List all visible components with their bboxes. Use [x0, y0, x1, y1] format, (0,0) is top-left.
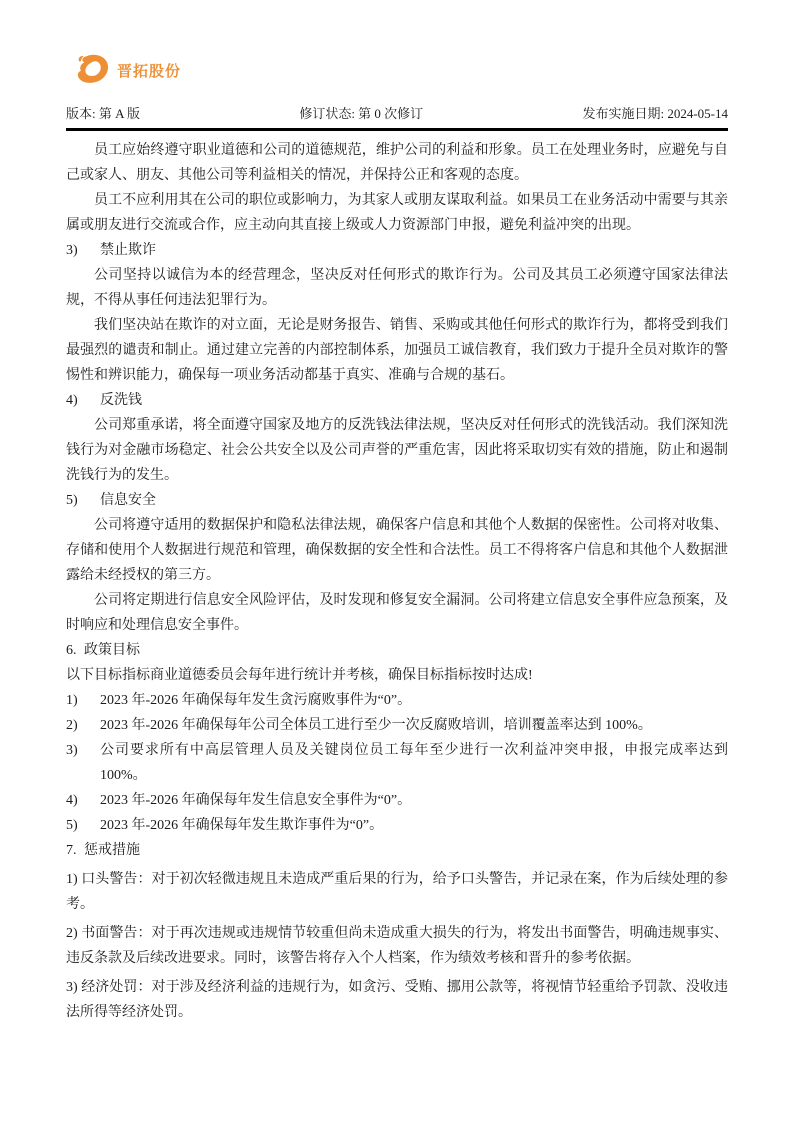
paragraph: 1) 口头警告：对于初次轻微违规且未造成严重后果的行为，给予口头警告，并记录在案，作为后续处理的参考。 — [66, 872, 728, 912]
release-date-label: 发布实施日期: 2024-05-14 — [582, 106, 728, 121]
list-item — [66, 788, 728, 813]
company-logo — [74, 50, 728, 90]
paragraph: 公司坚持以诚信为本的经营理念，坚决反对任何形式的欺诈行为。公司及其员工必须遵守国家法律法规，不得从事任何违法犯罪行为。 — [66, 268, 728, 308]
paragraph: 我们坚决站在欺诈的对立面，无论是财务报告、销售、采购或其他任何形式的欺诈行为，都将受到我们最强烈的谴责和制止。通过建立完善的内部控制体系，加强员工诚信教育，我们致力于提升全员对欺诈的警惕性和辨识能力，确保每一项业务活动都基于真实、准确与合规的基石。 — [66, 318, 728, 383]
list-item-number: 1) — [66, 693, 78, 708]
section-heading — [66, 388, 728, 413]
section-title: 信息安全 — [100, 493, 156, 508]
chapter-title: 惩戒措施 — [84, 843, 140, 858]
chapter-heading — [66, 638, 728, 663]
list-item — [66, 738, 728, 788]
header-divider — [66, 128, 728, 131]
section-heading — [66, 488, 728, 513]
list-item — [66, 713, 728, 738]
list-item-number: 2) — [66, 718, 78, 733]
chapter-title: 政策目标 — [84, 643, 140, 658]
revision-status-label: 修订状态: 第 0 次修订 — [299, 106, 424, 121]
list-item-number: 5) — [66, 818, 78, 833]
paragraph: 2) 书面警告：对于再次违规或违规情节较重但尚未造成重大损失的行为，将发出书面警告，明确违规事实、违反条款及后续改进要求。同时，该警告将存入个人档案，作为绩效考核和晋升的参考依据。 — [66, 926, 728, 966]
chapter-heading — [66, 838, 728, 863]
list-item — [66, 688, 728, 713]
paragraph: 以下目标指标商业道德委员会每年进行统计并考核，确保目标指标按时达成! — [66, 668, 533, 683]
section-title: 反洗钱 — [100, 393, 142, 408]
section-number: 4) — [66, 393, 78, 408]
paragraph: 3) 经济处罚：对于涉及经济利益的违规行为，如贪污、受贿、挪用公款等，将视情节轻重给予罚款、没收违法所得等经济处罚。 — [66, 980, 728, 1020]
paragraph: 员工应始终遵守职业道德和公司的道德规范，维护公司的利益和形象。员工在处理业务时，应避免与自己或家人、朋友、其他公司等利益相关的情况，并保持公正和客观的态度。 — [66, 143, 728, 183]
paragraph: 公司将遵守适用的数据保护和隐私法律法规，确保客户信息和其他个人数据的保密性。公司将对收集、存储和使用个人数据进行规范和管理，确保数据的安全性和合法性。员工不得将客户信息和其他个人数据泄露给未经授权的第三方。 — [66, 518, 728, 583]
brand-d-swoosh-icon — [74, 52, 112, 88]
list-item-text: 2023 年-2026 年确保每年公司全体员工进行至少一次反腐败培训，培训覆盖率达到 100%。 — [100, 718, 652, 733]
list-item-text: 公司要求所有中高层管理人员及关键岗位员工每年至少进行一次利益冲突申报，申报完成率达到 100%。 — [100, 743, 728, 783]
document-body — [66, 138, 728, 1025]
list-item-text: 2023 年-2026 年确保每年发生贪污腐败事件为“0”。 — [100, 693, 412, 708]
list-item-number: 4) — [66, 793, 78, 808]
paragraph: 公司将定期进行信息安全风险评估，及时发现和修复安全漏洞。公司将建立信息安全事件应急预案，及时响应和处理信息安全事件。 — [66, 593, 728, 633]
company-name: 晋拓股份 — [117, 62, 182, 80]
paragraph: 员工不应利用其在公司的职位或影响力，为其家人或朋友谋取利益。如果员工在业务活动中需要与其亲属或朋友进行交流或合作，应主动向其直接上级或人力资源部门申报，避免利益冲突的出现。 — [66, 193, 728, 233]
version-label: 版本: 第 A 版 — [66, 106, 141, 121]
section-heading — [66, 238, 728, 263]
section-number: 3) — [66, 243, 78, 258]
document-header — [66, 103, 728, 122]
section-title: 禁止欺诈 — [100, 243, 156, 258]
list-item-text: 2023 年-2026 年确保每年发生欺诈事件为“0”。 — [100, 818, 384, 833]
list-item-text: 2023 年-2026 年确保每年发生信息安全事件为“0”。 — [100, 793, 412, 808]
chapter-number: 6. — [66, 643, 77, 658]
chapter-number: 7. — [66, 843, 77, 858]
list-item — [66, 813, 728, 838]
list-item-number: 3) — [66, 743, 78, 758]
section-number: 5) — [66, 493, 78, 508]
paragraph: 公司郑重承诺，将全面遵守国家及地方的反洗钱法律法规，坚决反对任何形式的洗钱活动。我们深知洗钱行为对金融市场稳定、社会公共安全以及公司声誉的严重危害，因此将采取切实有效的措施，防止和遏制洗钱行为的发生。 — [66, 418, 728, 483]
